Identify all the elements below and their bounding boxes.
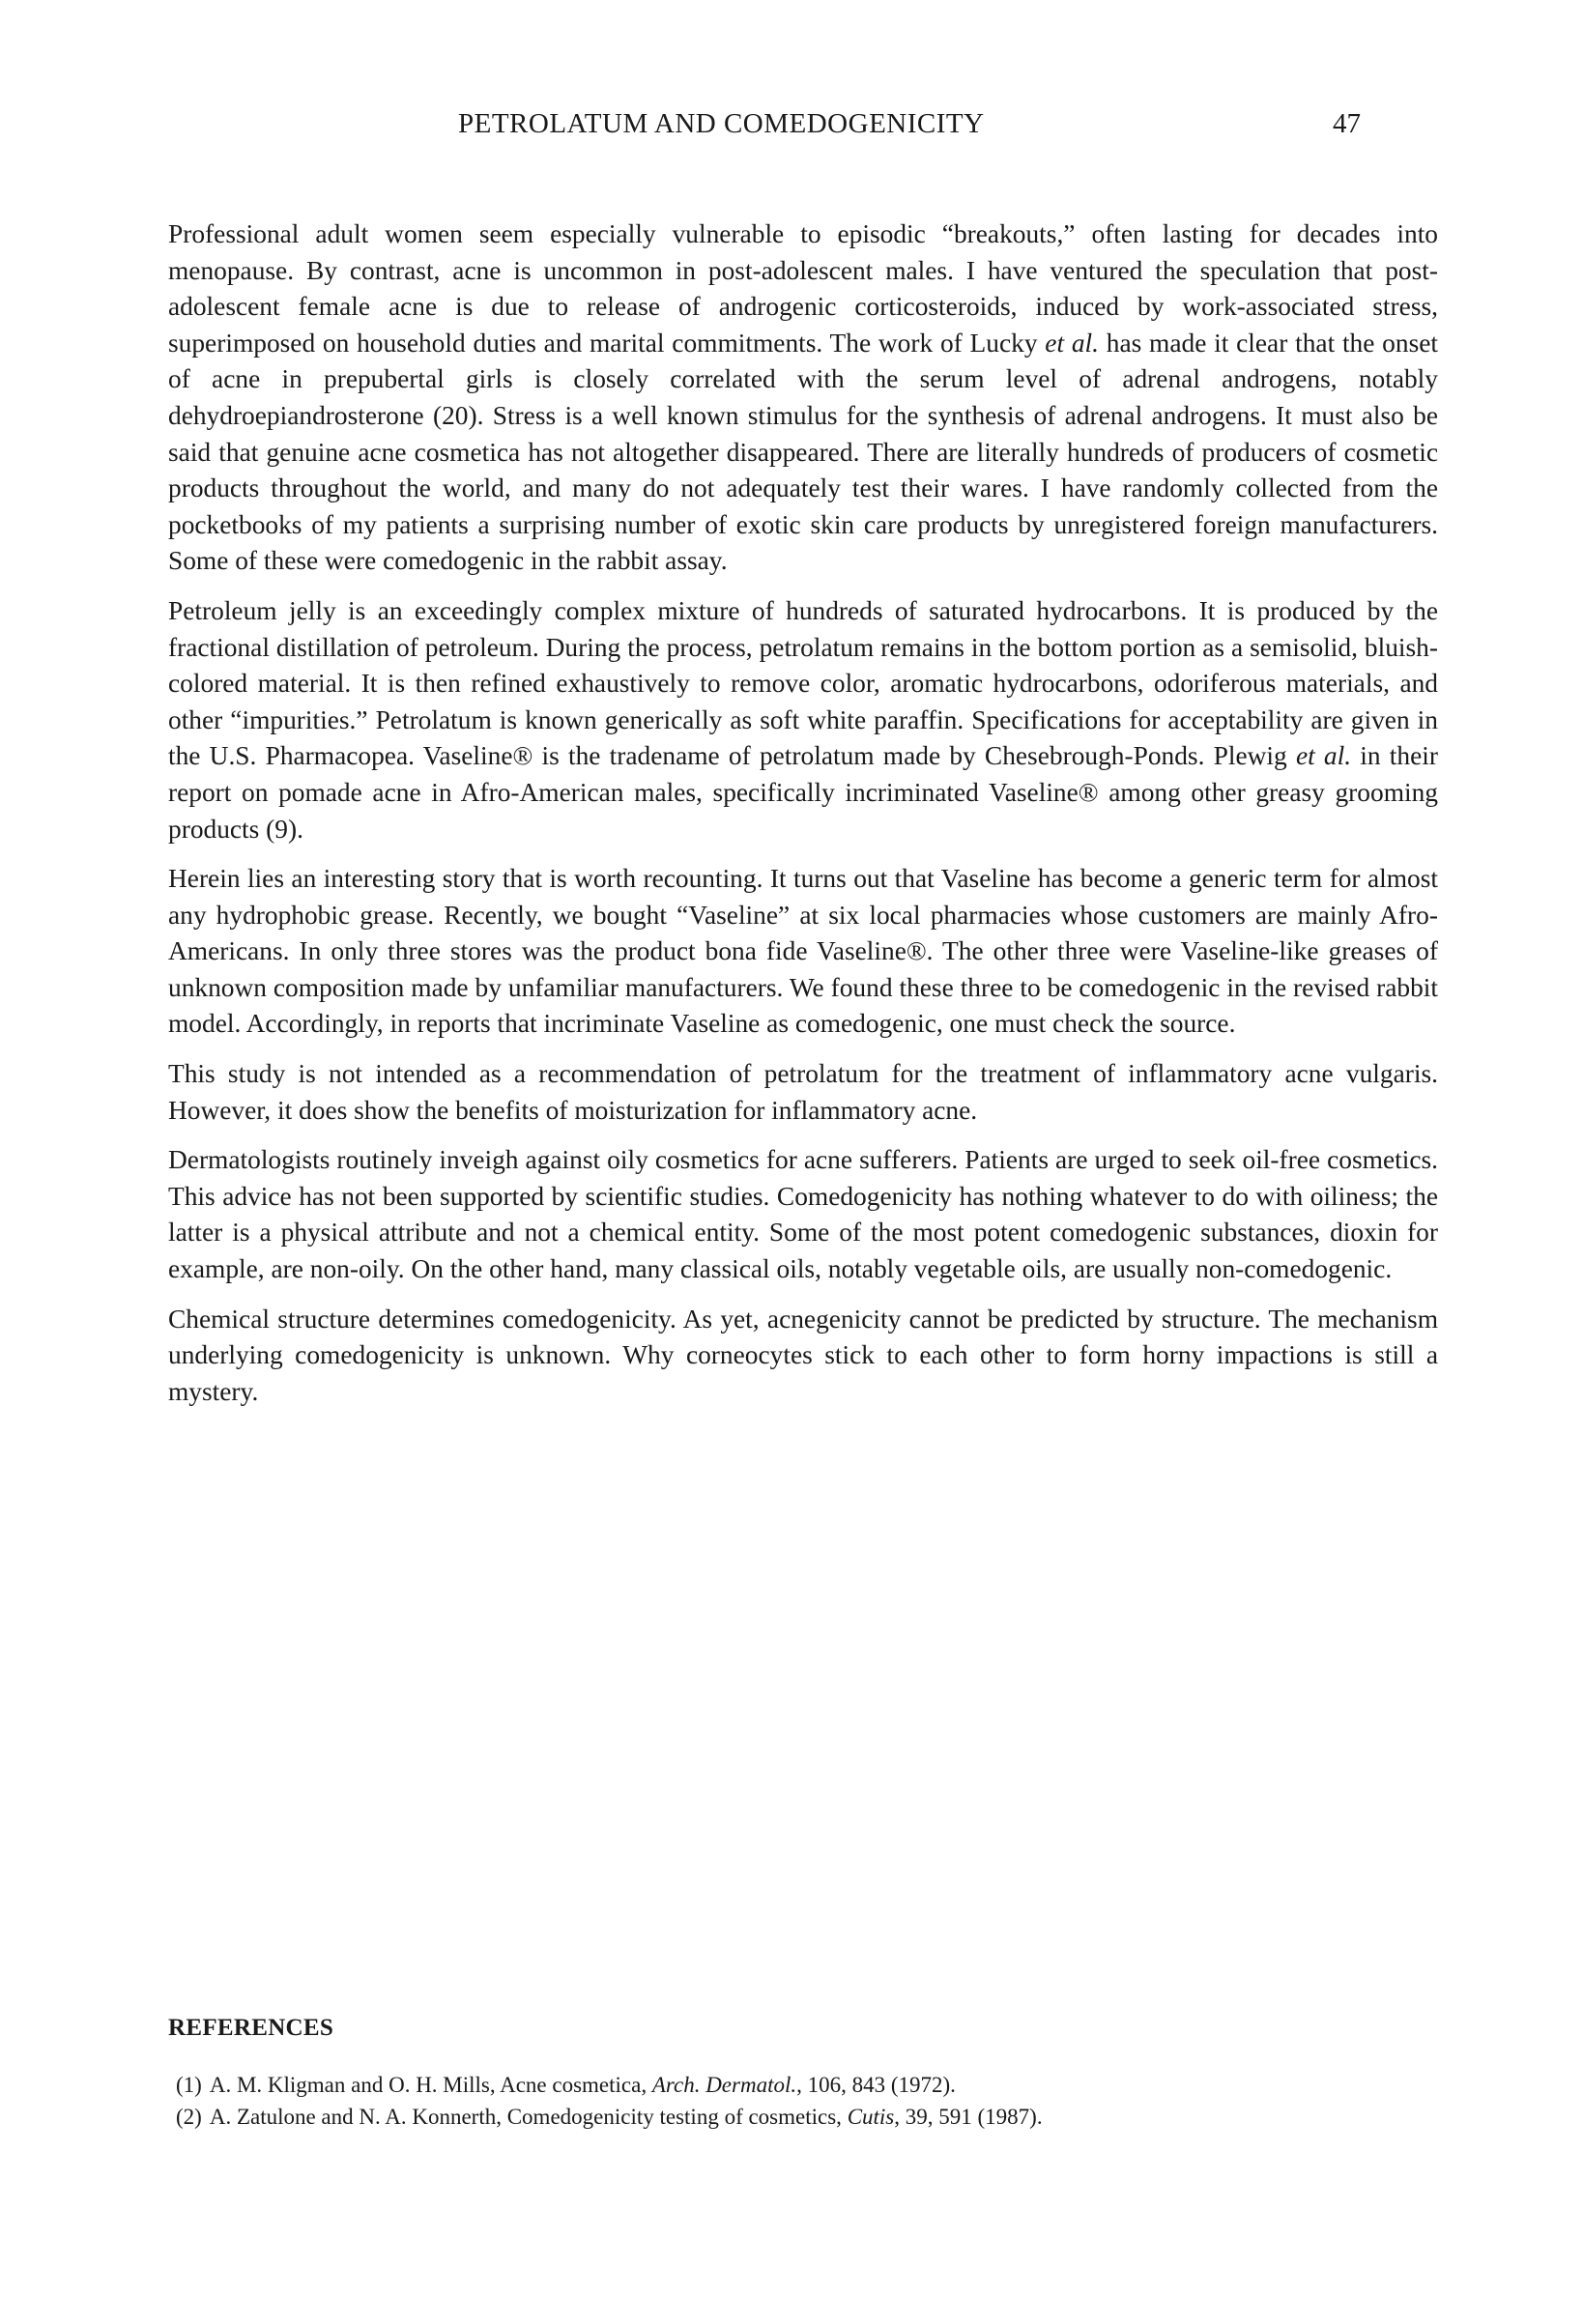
reference-authors-title: A. Zatulone and N. A. Konnerth, Comedogenicity testing of cosmetics, — [209, 2105, 848, 2129]
reference-journal: Cutis — [847, 2105, 895, 2129]
running-title: PETROLATUM AND COMEDOGENICITY — [458, 108, 985, 139]
text-segment: This study is not intended as a recommendation of petrolatum for the treatment of inflammatory acne vulgaris. However, it does show the benefits of moisturization for inflammatory acne. — [168, 1059, 1438, 1125]
page-number: 47 — [1333, 108, 1361, 139]
reference-number: (2) — [176, 2105, 202, 2129]
references-list — [168, 2069, 1438, 2133]
reference-authors-title: A. M. Kligman and O. H. Mills, Acne cosmetica, — [209, 2073, 652, 2097]
text-segment: has made it clear that the onset of acne in prepubertal girls is closely correlated with the serum level of adrenal androgens, notably dehydroepiandrosterone (20). Stress is a well known stimulus for the synthesis of adrenal androgens. It must also be said that genuine acne cosmetica has not altogether disappeared. There are literally hundreds of producers of cosmetic products throughout the world, and many do not adequately test their wares. I have randomly collected from the pocketbooks of my patients a surprising number of exotic skin care products by unregistered foreign manufacturers. Some of these were comedogenic in the rabbit assay. — [168, 328, 1438, 576]
text-segment: in their report on pomade acne in Afro-American males, specifically incriminated Vaseline® among other greasy grooming products (9). — [168, 741, 1438, 844]
reference-details: , 39, 591 (1987). — [894, 2105, 1043, 2129]
paragraph — [168, 1302, 1438, 1411]
text-segment: Petroleum jelly is an exceedingly complex mixture of hundreds of saturated hydrocarbons. It is produced by the fractional distillation of petroleum. During the process, petrolatum remains in the bottom portion as a semisolid, bluish-colored material. It is then refined exhaustively to remove color, aromatic hydrocarbons, odoriferous materials, and other “impurities.” Petrolatum is known generically as soft white paraffin. Specifications for acceptability are given in the U.S. Pharmacopea. Vaseline® is the tradename of petrolatum made by Chesebrough-Ponds. Plewig — [168, 595, 1438, 771]
references-heading: REFERENCES — [168, 2015, 334, 2041]
text-segment: Chemical structure determines comedogenicity. As yet, acnegenicity cannot be predicted by structure. The mechanism underlying comedogenicity is unknown. Why corneocytes stick to each other to form horny impactions is still a mystery. — [168, 1304, 1438, 1406]
running-header — [168, 108, 1438, 147]
paragraph — [168, 216, 1438, 580]
text-segment: Professional adult women seem especially vulnerable to episodic “breakouts,” often lasting for decades into menopause. By contrast, acne is uncommon in post-adolescent males. I have ventured the speculation that post-adolescent female acne is due to release of androgenic corticosteroids, induced by work-associated stress, superimposed on household duties and marital commitments. The work of Lucky — [168, 219, 1438, 358]
italic-text: et al. — [1295, 741, 1352, 771]
paragraph — [168, 1142, 1438, 1287]
reference-details: , 106, 843 (1972). — [796, 2073, 956, 2097]
paragraph — [168, 1056, 1438, 1129]
reference-item — [176, 2069, 1438, 2101]
text-segment: Dermatologists routinely inveigh against oily cosmetics for acne sufferers. Patients are urged to seek oil-free cosmetics. This advice has not been supported by scientific studies. Comedogenicity has nothing whatever to do with oiliness; the latter is a physical attribute and not a chemical entity. Some of the most potent comedogenic substances, dioxin for example, are non-oily. On the other hand, many classical oils, notably vegetable oils, are usually non-comedogenic. — [168, 1145, 1438, 1284]
italic-text: et al. — [1045, 328, 1099, 358]
body-text — [168, 216, 1438, 1423]
text-segment: Herein lies an interesting story that is worth recounting. It turns out that Vaseline has become a generic term for almost any hydrophobic grease. Recently, we bought “Vaseline” at six local pharmacies whose customers are mainly Afro-Americans. In only three stores was the product bona fide Vaseline®. The other three were Vaseline-like greases of unknown composition made by unfamiliar manufacturers. We found these three to be comedogenic in the revised rabbit model. Accordingly, in reports that incriminate Vaseline as comedogenic, one must check the source. — [168, 864, 1438, 1039]
reference-item — [176, 2101, 1438, 2133]
paragraph — [168, 861, 1438, 1043]
paragraph — [168, 593, 1438, 847]
reference-number: (1) — [176, 2073, 202, 2097]
references-section — [168, 2015, 1438, 2133]
reference-journal: Arch. Dermatol. — [651, 2073, 797, 2097]
